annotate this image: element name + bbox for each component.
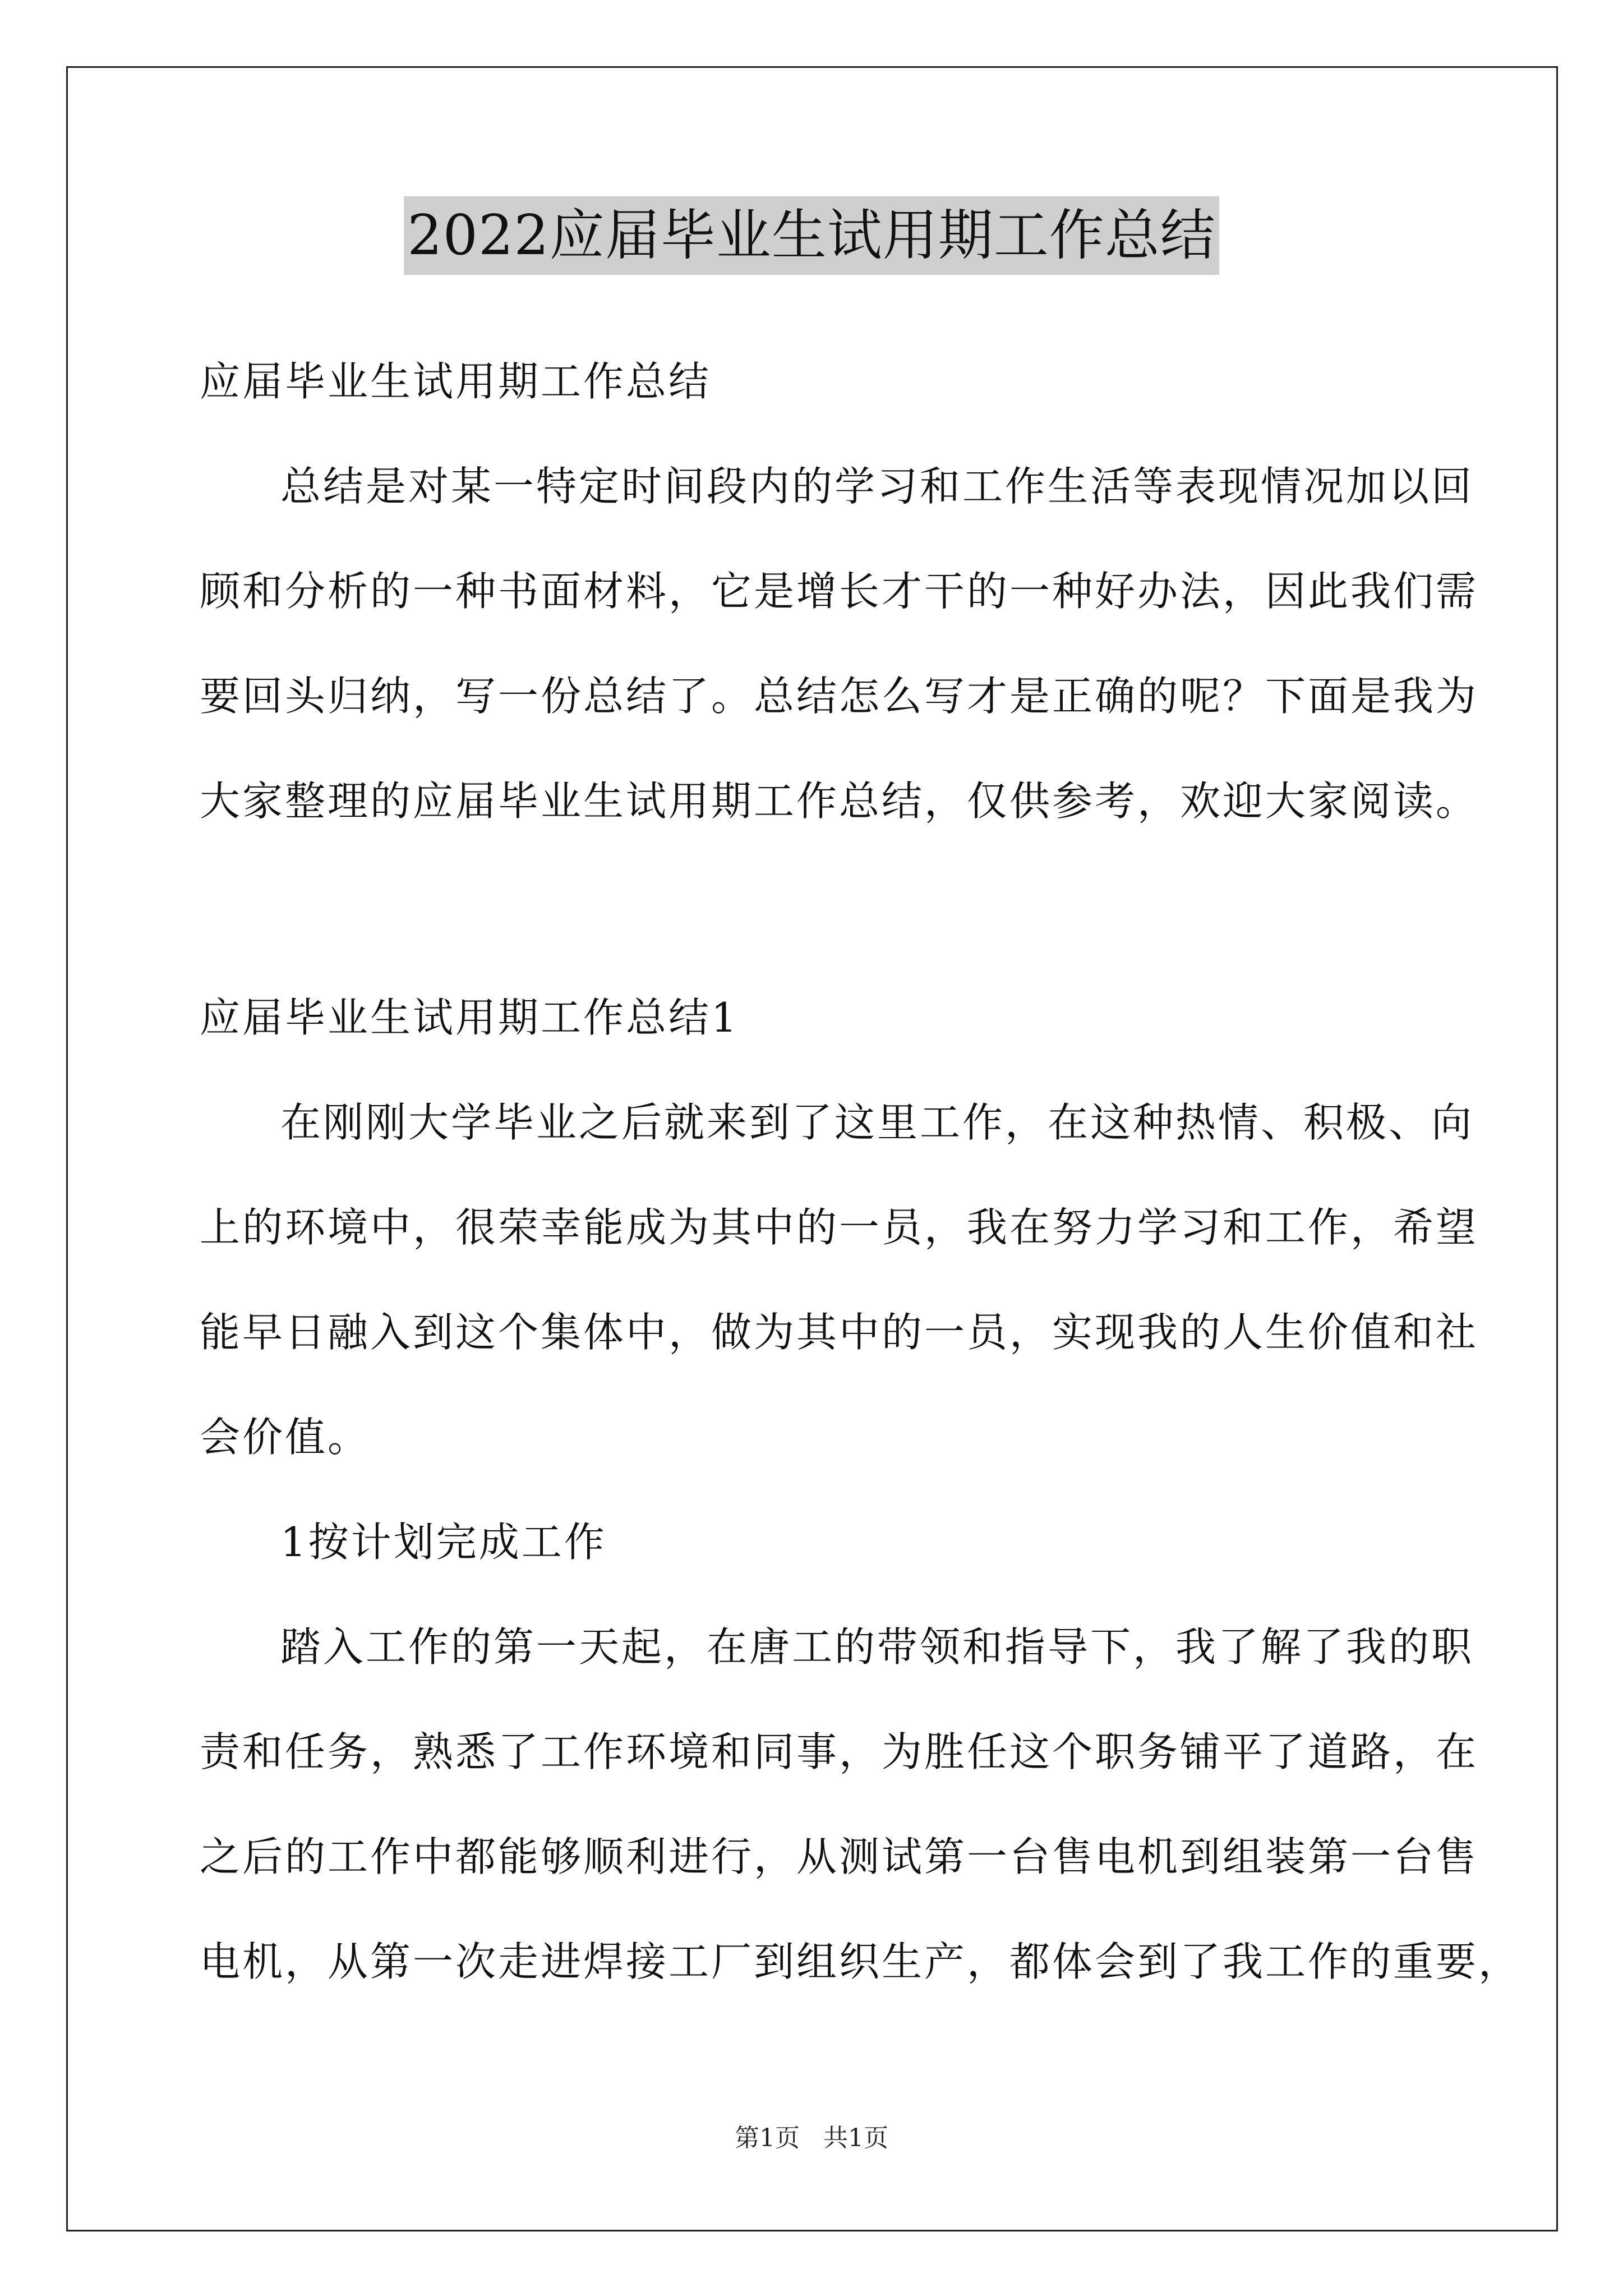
section-para-line: 在刚刚大学毕业之后就来到了这里工作，在这种热情、积极、向 [280,1099,1474,1146]
intro-line: 顾和分析的一种书面材料，它是增长才干的一种好办法，因此我们需 [200,568,1479,615]
sub-para-line: 责和任务，熟悉了工作环境和同事，为胜任这个职务铺平了道路，在 [200,1728,1479,1775]
title-wrap [0,196,1623,275]
section-para-line: 上的环境中，很荣幸能成为其中的一员，我在努力学习和工作，希望 [200,1204,1479,1251]
page-footer: 第1页 共1页 [735,2124,888,2152]
intro-line: 大家整理的应届毕业生试用期工作总结，仅供参考，欢迎大家阅读。 [200,777,1479,825]
intro-line: 总结是对某一特定时间段内的学习和工作生活等表现情况加以回 [280,463,1474,510]
subheading: 1按计划完成工作 [280,1519,607,1566]
heading-main: 应届毕业生试用期工作总结 [200,358,712,405]
section-para-line: 会价值。 [200,1414,371,1461]
sub-para-line: 踏入工作的第一天起，在唐工的带领和指导下，我了解了我的职 [280,1623,1474,1671]
sub-para-line: 之后的工作中都能够顺利进行，从测试第一台售电机到组装第一台售 [200,1833,1479,1880]
section-heading: 应届毕业生试用期工作总结1 [200,994,739,1041]
section-para-line: 能早日融入到这个集体中，做为其中的一员，实现我的人生价值和社 [200,1309,1479,1356]
sub-para-line: 电机，从第一次走进焊接工厂到组织生产，都体会到了我工作的重要， [200,1938,1521,1985]
intro-line: 要回头归纳，写一份总结了。总结怎么写才是正确的呢？下面是我为 [200,673,1479,720]
document-title: 2022应届毕业生试用期工作总结 [404,196,1219,275]
